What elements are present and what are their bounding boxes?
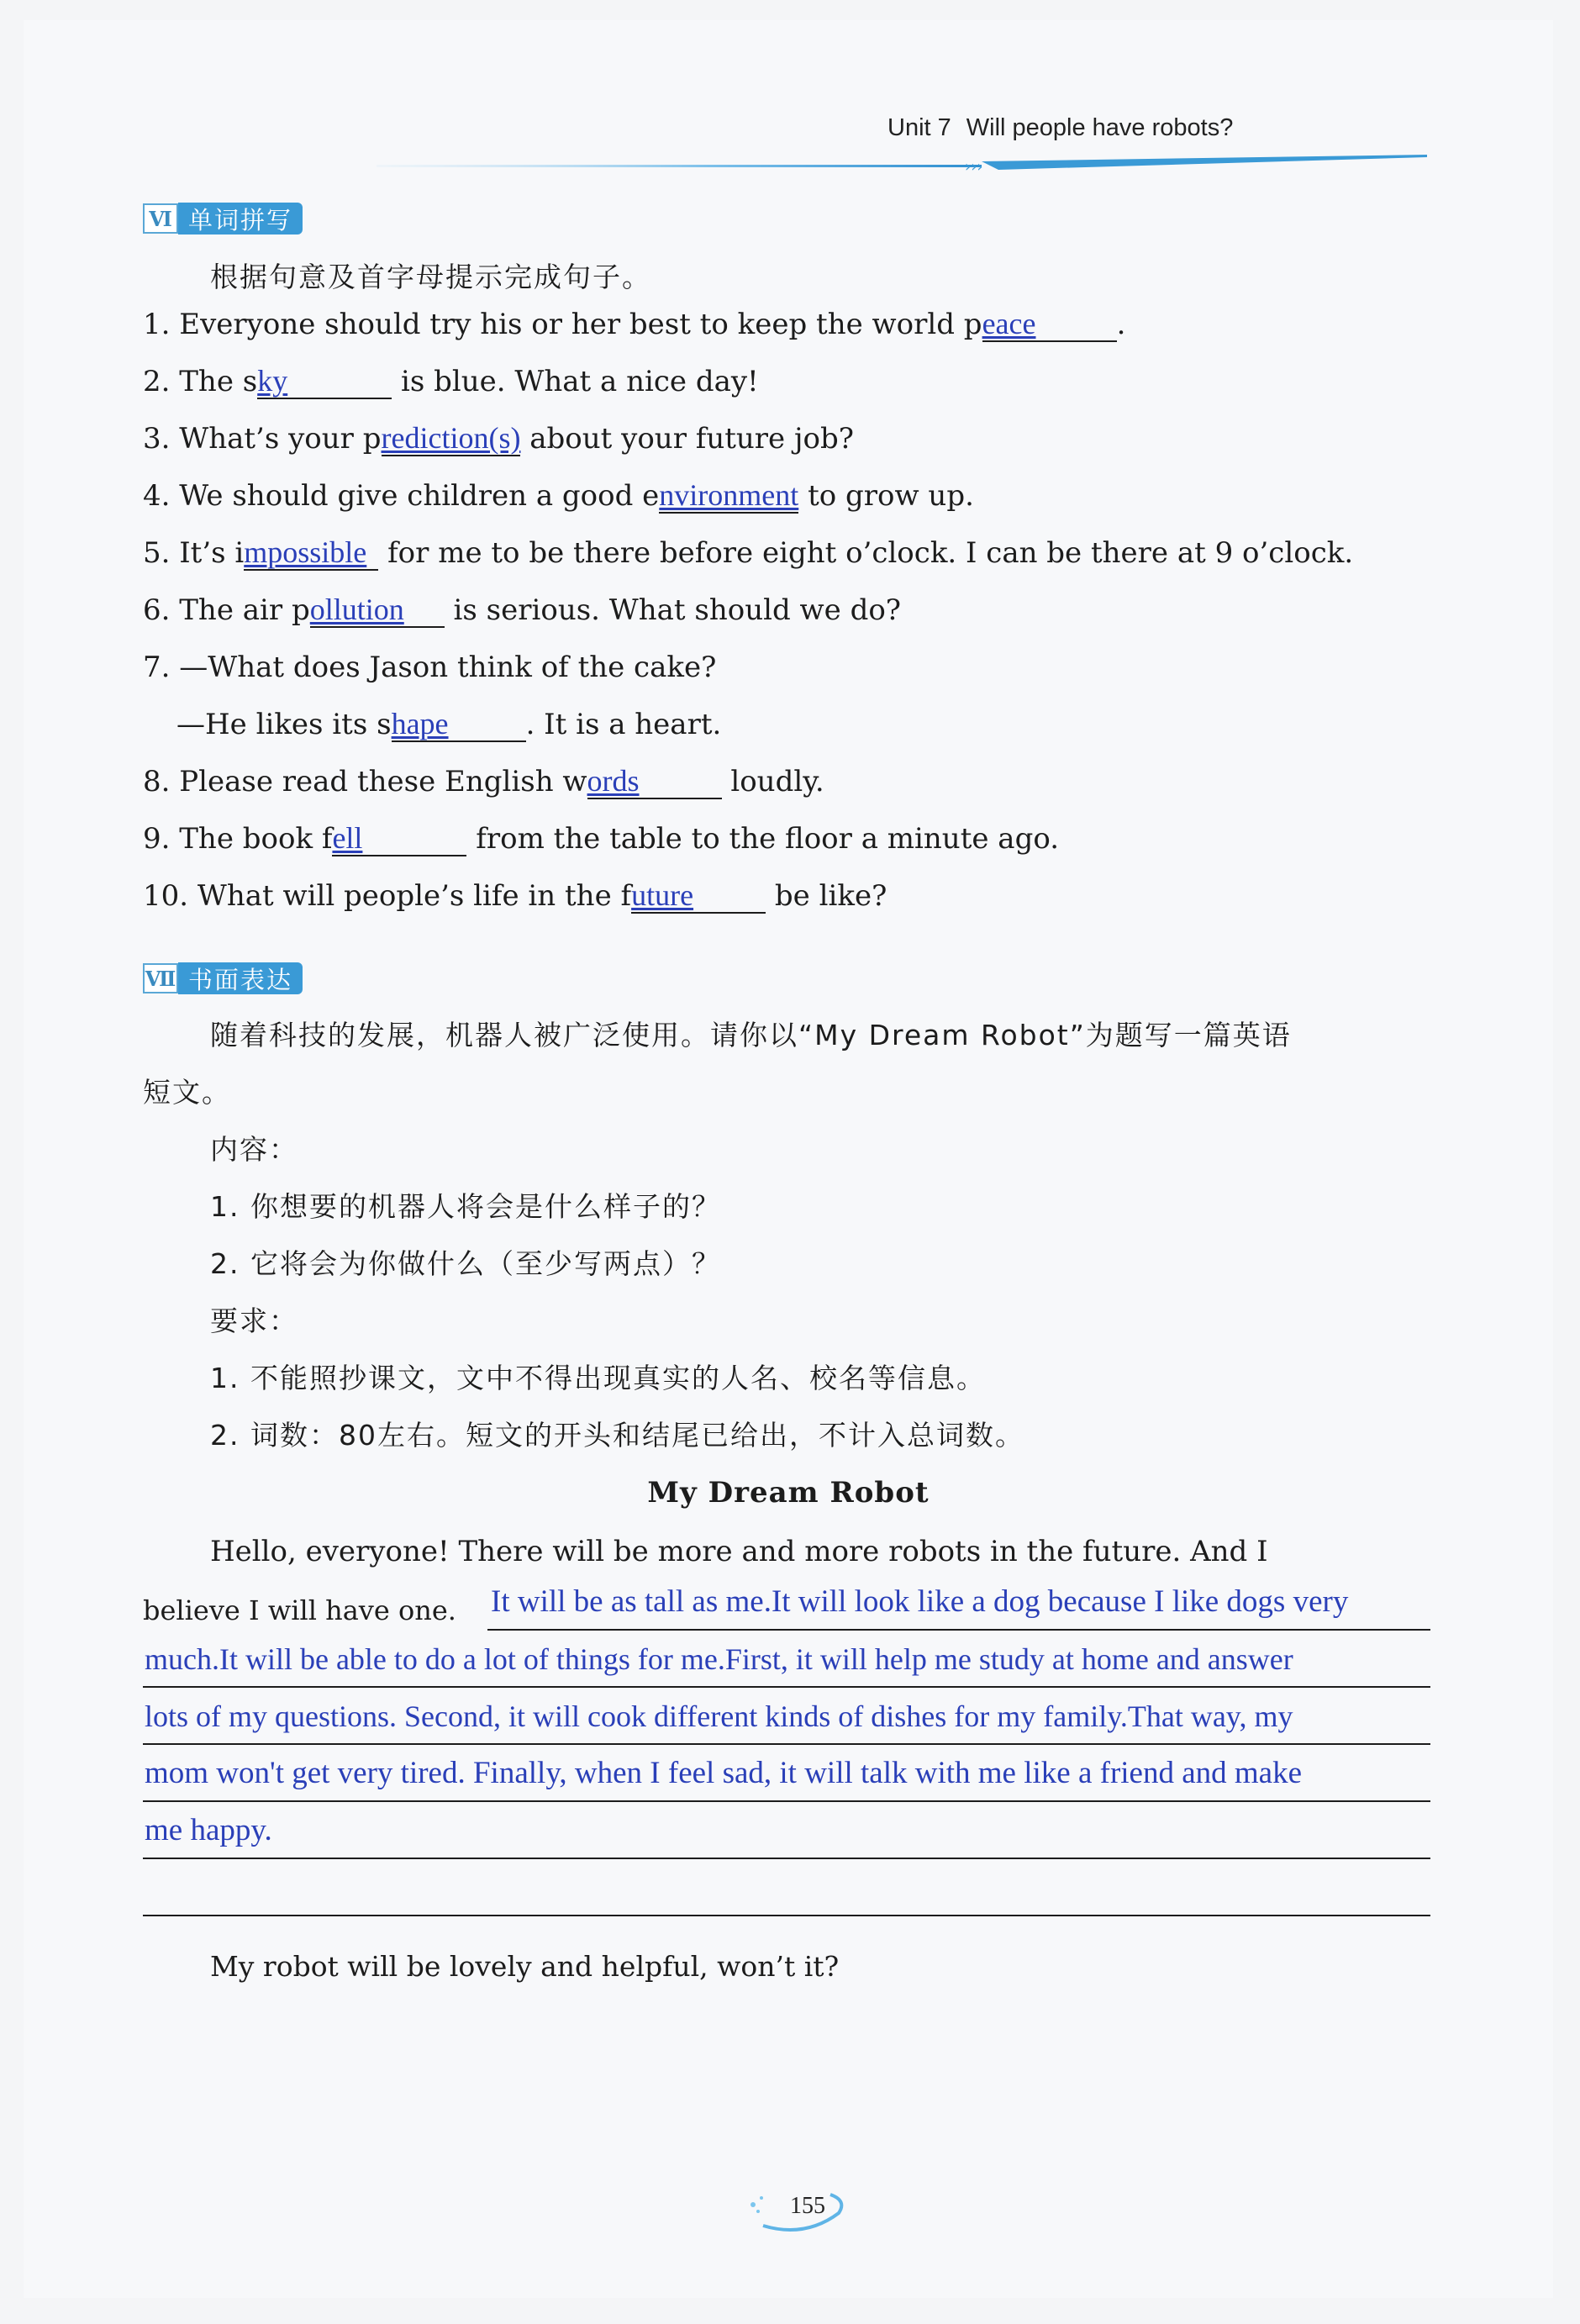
writing-line: [143, 1743, 1430, 1745]
section-6-tag: [143, 202, 303, 235]
handwritten-answer: ollution: [309, 593, 404, 626]
unit-label: Unit 7: [887, 114, 951, 141]
item-suffix: loudly.: [721, 765, 824, 798]
page-number-badge: [763, 2184, 856, 2235]
writing-prompt-line-2: 短文。: [143, 1076, 231, 1109]
handwritten-line-1: It will be as tall as me.It will look like a dog because I like dogs very: [491, 1584, 1349, 1619]
handwritten-answer: uture: [631, 878, 694, 912]
writing-line: [143, 1800, 1430, 1802]
essay-title: My Dream Robot: [647, 1476, 930, 1510]
answer-blank[interactable]: [631, 878, 766, 914]
requirements-label: 要求：: [210, 1304, 298, 1337]
section-6-instruction: 根据句意及首字母提示完成句子。: [210, 261, 651, 293]
item-prompt: 10. What will people’s life in the f: [143, 879, 632, 913]
answer-blank[interactable]: [257, 364, 392, 399]
spelling-item: [143, 535, 1353, 572]
answer-blank[interactable]: [587, 764, 722, 799]
spelling-item: [143, 363, 759, 400]
handwritten-answer: nvironment: [659, 478, 799, 512]
spelling-item: [143, 649, 716, 686]
writing-line: [143, 1858, 1430, 1859]
item-suffix: is serious. What should we do?: [444, 593, 902, 627]
item-suffix: .: [1116, 308, 1126, 341]
item-prompt: 2. The s: [143, 365, 258, 398]
content-item-2: 2. 它将会为你做什么（至少写两点）？: [210, 1247, 721, 1280]
spelling-item: [143, 592, 901, 629]
svg-text:›››: ›››: [965, 158, 983, 176]
item-suffix: is blue. What a nice day!: [392, 365, 759, 398]
item-prompt: 7. —What does Jason think of the cake?: [143, 651, 717, 684]
running-header: [887, 114, 1233, 142]
item-prompt: 8. Please read these English w: [143, 765, 587, 798]
spelling-item: [143, 763, 824, 800]
essay-opening-line-1: Hello, everyone! There will be more and more robots in the future. And I: [210, 1535, 1268, 1568]
header-decoration: [377, 153, 1427, 178]
spelling-item: [143, 820, 1059, 857]
handwritten-answer: hape: [391, 707, 449, 740]
requirement-item-2: 2. 词数：80左右。短文的开头和结尾已给出，不计入总词数。: [210, 1419, 1024, 1452]
essay-closing-line: My robot will be lovely and helpful, won’t it?: [210, 1950, 840, 1983]
spelling-item: [143, 877, 887, 914]
section-7-tag: [143, 962, 303, 995]
page-number: 155: [790, 2193, 825, 2219]
spelling-item: [143, 420, 854, 457]
handwritten-line-5: me happy.: [145, 1813, 272, 1847]
requirement-item-1: 1. 不能照抄课文，文中不得出现真实的人名、校名等信息。: [210, 1362, 986, 1394]
answer-blank[interactable]: [310, 593, 445, 628]
answer-blank[interactable]: [659, 478, 798, 514]
item-suffix: to grow up.: [798, 479, 974, 513]
item-prompt: 5. It’s i: [143, 536, 245, 570]
item-prompt: 1. Everyone should try his or her best to keep the world p: [143, 308, 982, 341]
writing-line: [143, 1686, 1430, 1688]
item-prompt: 3. What’s your p: [143, 422, 382, 456]
handwritten-line-3: lots of my questions. Second, it will cook different kinds of dishes for my family.That way, my: [145, 1700, 1293, 1733]
spelling-item: [143, 306, 1125, 343]
section-7-title: 书面表达: [178, 962, 303, 994]
unit-title: Will people have robots?: [966, 114, 1234, 141]
writing-line: [487, 1629, 1430, 1631]
section-6-title: 单词拼写: [178, 203, 303, 235]
item-suffix: for me to be there before eight o’clock. I can be there at 9 o’clock.: [378, 536, 1354, 570]
content-item-1: 1. 你想要的机器人将会是什么样子的？: [210, 1190, 721, 1223]
answer-blank[interactable]: [982, 307, 1117, 342]
answer-blank[interactable]: [244, 535, 378, 571]
item-prompt: 4. We should give children a good e: [143, 479, 660, 513]
spelling-item: [143, 477, 974, 514]
item-prompt: 9. The book f: [143, 822, 333, 856]
item-prompt: 6. The air p: [143, 593, 310, 627]
handwritten-answer: rediction(s): [381, 421, 521, 455]
section-7-number: Ⅶ: [143, 963, 178, 993]
handwritten-answer: mpossible: [244, 535, 367, 569]
item-suffix: be like?: [766, 879, 887, 913]
spelling-item: [176, 706, 721, 743]
handwritten-answer: ell: [332, 821, 363, 855]
writing-line: [143, 1915, 1430, 1916]
answer-blank[interactable]: [392, 707, 526, 742]
workbook-page: [24, 20, 1553, 2298]
content-label: 内容：: [210, 1133, 298, 1166]
writing-prompt-line-1: 随着科技的发展，机器人被广泛使用。请你以“My Dream Robot”为题写一篇英语: [210, 1019, 1292, 1051]
answer-blank[interactable]: [332, 821, 466, 856]
answer-blank[interactable]: [382, 421, 521, 456]
essay-opening-line-2: believe I will have one.: [143, 1594, 456, 1626]
handwritten-answer: ky: [257, 364, 288, 398]
item-prompt: —He likes its s: [176, 708, 392, 741]
section-6-number: Ⅵ: [143, 203, 178, 234]
item-suffix: . It is a heart.: [525, 708, 722, 741]
handwritten-answer: eace: [982, 307, 1036, 340]
handwritten-answer: ords: [587, 764, 640, 798]
handwritten-line-4: mom won't get very tired. Finally, when I feel sad, it will talk with me like a friend and make: [145, 1756, 1303, 1790]
handwritten-line-2: much.It will be able to do a lot of things for me.First, it will help me study at home and answer: [145, 1642, 1293, 1676]
item-suffix: about your future job?: [520, 422, 854, 456]
item-suffix: from the table to the floor a minute ago.: [466, 822, 1060, 856]
